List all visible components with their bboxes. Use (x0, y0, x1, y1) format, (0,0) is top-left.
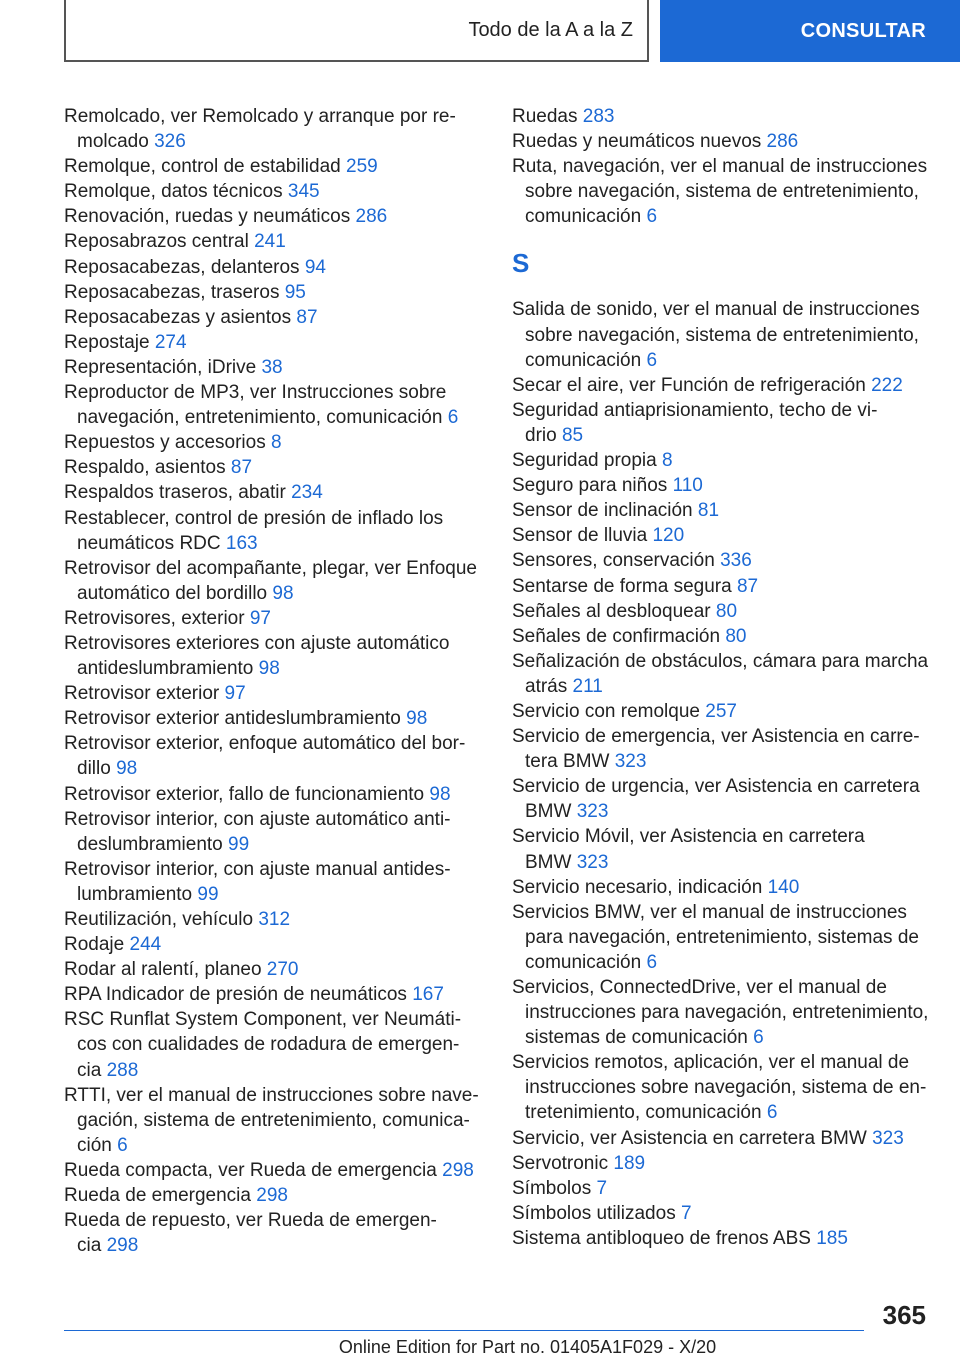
index-page-link[interactable]: 98 (116, 758, 138, 780)
index-entry-text: Reutilización, vehículo (64, 909, 254, 930)
index-page-link[interactable]: 98 (429, 783, 451, 805)
index-page-link[interactable]: 81 (697, 500, 720, 522)
index-entry-text: Representación, iDrive (64, 356, 257, 378)
index-entry-text: Remolque, control de estabilidad (64, 156, 341, 178)
index-entry (64, 1007, 484, 1082)
index-entry-text: Repostaje (64, 331, 150, 353)
index-entry (512, 824, 937, 874)
index-page-link[interactable]: 97 (224, 683, 246, 705)
index-entry (64, 480, 484, 505)
index-entry (64, 104, 484, 154)
index-entry-text: Reproductor de MP3, ver Instrucciones sobre navegación, entretenimiento, comunicación (64, 382, 447, 429)
index-entry (64, 731, 484, 781)
index-entry (64, 907, 484, 932)
index-entry-text: Rueda de repuesto, ver Rueda de emergen- cia (64, 1210, 437, 1257)
index-entry-text: Remolcado, ver Remolcado y arranque por re- molcado (64, 106, 456, 153)
index-page-link[interactable]: 7 (596, 1177, 608, 1199)
index-entry (64, 782, 484, 807)
index-page-link[interactable]: 270 (266, 959, 299, 981)
index-entry (64, 330, 484, 355)
index-entry (512, 624, 937, 649)
index-entry-text: Símbolos utilizados (512, 1202, 676, 1224)
index-entry-text: Rodar al ralentí, planeo (64, 959, 262, 981)
index-entry (64, 1183, 484, 1208)
index-entry-text: Servicio con remolque (512, 700, 700, 722)
index-page-link[interactable]: 163 (225, 532, 258, 554)
index-page-link[interactable]: 85 (561, 424, 584, 446)
index-entry-text: RSC Runflat System Component, ver Neumáti- cos con cualidades de rodadura de emergen- cia (64, 1009, 462, 1081)
index-entry (512, 373, 937, 398)
footer-edition-text: Online Edition for Part no. 01405A1F029 - X/20 (338, 1337, 717, 1357)
index-entry-text: Ruedas (512, 106, 578, 127)
index-entry-text: Servicios BMW, ver el manual de instrucciones para navegación, entretenimiento, sistemas de comunicación (512, 901, 919, 973)
index-page-link[interactable]: 211 (572, 675, 603, 697)
index-page-link[interactable]: 323 (576, 851, 609, 873)
index-entry-text: Señales de confirmación (512, 625, 721, 647)
index-entry-text: Retrovisores exteriores con ajuste automático antideslumbramiento (64, 632, 450, 680)
index-entry (64, 204, 484, 229)
index-entry (512, 975, 937, 1050)
index-column-left (64, 104, 484, 1258)
index-column-right (512, 104, 937, 1251)
index-page-link[interactable]: 259 (346, 156, 378, 178)
index-entry (512, 154, 937, 229)
index-entry-text: Retrovisor exterior, enfoque automático del bor- dillo (64, 733, 466, 780)
index-page-link[interactable]: 244 (129, 934, 162, 956)
index-entry (64, 1158, 484, 1183)
index-page-link[interactable]: 95 (284, 281, 306, 303)
index-entry (64, 681, 484, 706)
index-page-link[interactable]: 6 (117, 1134, 128, 1156)
index-page-link[interactable]: 298 (256, 1185, 288, 1207)
index-entry-text: Sensores, conservación (512, 550, 715, 572)
index-page-link[interactable]: 87 (230, 457, 253, 479)
index-entry-text: Secar el aire, ver Función de refrigeración (512, 374, 866, 396)
index-entry-text: Retrovisor interior, con ajuste automático anti- deslumbramiento (64, 808, 451, 855)
index-entry-text: Retrovisores, exterior (64, 607, 245, 629)
section-letter-s: S (512, 248, 530, 279)
tab-a-to-z-label: Todo de la A a la Z (468, 18, 633, 41)
page-number: 365 (882, 1300, 926, 1330)
index-entry (64, 154, 484, 179)
index-entry-text: Servicios remotos, aplicación, ver el manual de instrucciones sobre navegación, sistema de en- tretenimiento, comunicación (512, 1052, 927, 1124)
index-page-link[interactable]: 167 (412, 984, 444, 1006)
index-page-link[interactable]: 286 (766, 131, 799, 153)
index-entry (512, 1151, 937, 1176)
index-entry (512, 574, 937, 599)
index-page-link[interactable]: 286 (355, 206, 388, 228)
index-page-link[interactable]: 6 (447, 407, 459, 429)
index-entry (512, 724, 937, 774)
index-entry (64, 932, 484, 957)
index-entry (64, 506, 484, 556)
index-entry (64, 857, 484, 907)
index-entry (64, 255, 484, 280)
index-page-link[interactable]: 38 (261, 356, 283, 378)
index-entry-text: Servotronic (512, 1152, 609, 1174)
index-entry-text: Sensor de lluvia (512, 525, 648, 547)
index-group-r (512, 104, 937, 229)
index-entry-text: Rueda compacta, ver Rueda de emergencia (64, 1159, 437, 1181)
index-entry (512, 599, 937, 624)
index-entry-text: Ruedas y neumáticos nuevos (512, 131, 762, 153)
index-page-link[interactable]: 189 (613, 1152, 646, 1174)
index-entry (512, 448, 937, 473)
index-entry-text: Servicio, ver Asistencia en carretera BMW (512, 1127, 867, 1149)
index-page-link[interactable]: 110 (672, 475, 703, 497)
index-entry-text: Reposacabezas, traseros (64, 281, 280, 303)
index-page-link[interactable]: 6 (646, 349, 658, 371)
index-page-link[interactable]: 99 (197, 883, 219, 905)
index-page-link[interactable]: 298 (442, 1159, 474, 1181)
index-entry (512, 1176, 937, 1201)
index-entry-text: Seguro para niños (512, 475, 668, 497)
index-entry-text: Reposacabezas y asientos (64, 306, 292, 328)
index-page-link[interactable]: 345 (287, 181, 320, 203)
index-entry-text: Sentarse de forma segura (512, 575, 732, 597)
index-page-link[interactable]: 185 (816, 1227, 848, 1249)
index-entry (64, 556, 484, 606)
index-entry-text: Retrovisor exterior, fallo de funcionamiento (64, 783, 425, 805)
index-entry (512, 523, 937, 548)
index-page-link[interactable]: 222 (871, 374, 903, 396)
index-entry (512, 900, 937, 975)
index-entry-text: Señales al desbloquear (512, 600, 711, 622)
index-page-link[interactable]: 298 (106, 1235, 139, 1257)
index-page-link[interactable]: 234 (291, 482, 323, 504)
index-entry-text: RTTI, ver el manual de instrucciones sobre nave- gación, sistema de entretenimiento, comunica- ción (64, 1084, 479, 1156)
index-page-link[interactable]: 98 (258, 658, 280, 680)
index-page-link[interactable]: 323 (614, 751, 647, 773)
index-entry (512, 1050, 937, 1125)
index-entry (64, 631, 484, 681)
index-entry-text: Retrovisor del acompañante, plegar, ver Enfoque automático del bordillo (64, 557, 477, 604)
index-page-link[interactable]: 80 (725, 625, 747, 647)
index-entry-text: Ruta, navegación, ver el manual de instrucciones sobre navegación, sistema de entretenimiento, comunicación (512, 156, 928, 228)
index-page-link[interactable]: 120 (652, 525, 685, 547)
index-entry (64, 706, 484, 731)
index-entry (64, 380, 484, 430)
index-page-link[interactable]: 8 (271, 432, 282, 454)
index-entry (512, 473, 937, 498)
index-entry-text: Servicio Móvil, ver Asistencia en carretera BMW (512, 826, 865, 873)
index-entry (64, 807, 484, 857)
index-page-link[interactable]: 80 (715, 600, 738, 622)
index-page-link[interactable]: 283 (582, 106, 615, 127)
index-entry (512, 398, 937, 448)
footer-divider (64, 1330, 864, 1331)
index-entry (64, 229, 484, 254)
index-entry (512, 1226, 937, 1251)
index-page-link[interactable]: 6 (646, 206, 658, 228)
index-page-link[interactable]: 323 (576, 801, 609, 823)
index-entry (512, 875, 937, 900)
index-page-link[interactable]: 8 (662, 450, 673, 472)
index-page-link[interactable]: 6 (766, 1102, 778, 1124)
index-entry (64, 355, 484, 380)
index-entry-text: Símbolos (512, 1177, 592, 1199)
index-entry-text: Remolque, datos técnicos (64, 181, 283, 203)
index-entry-text: Servicios, ConnectedDrive, ver el manual de instrucciones para navegación, entretenimiento, sistemas de comunicación (512, 977, 929, 1049)
index-entry (64, 280, 484, 305)
index-entry (512, 1126, 937, 1151)
tab-a-to-z[interactable] (64, 0, 649, 62)
index-page-link[interactable]: 6 (646, 951, 658, 973)
index-entry (64, 606, 484, 631)
index-page-link[interactable]: 87 (296, 306, 318, 328)
index-entry (512, 104, 937, 129)
index-entry (512, 1201, 937, 1226)
index-page-link[interactable]: 97 (249, 607, 271, 629)
tab-consult-label: CONSULTAR (800, 19, 926, 42)
index-entry-text: Señalización de obstáculos, cámara para marcha atrás (512, 650, 929, 697)
index-entry-text: Reposabrazos central (64, 231, 249, 253)
index-page-link[interactable]: 87 (736, 575, 759, 597)
index-entry-text: Retrovisor exterior (64, 683, 220, 705)
index-page-link[interactable]: 140 (767, 876, 800, 898)
index-entry-text: Seguridad antiaprisionamiento, techo de vi- drio (512, 399, 878, 446)
index-entry (512, 649, 937, 699)
index-group-s (512, 297, 937, 1251)
index-entry-text: Servicio necesario, indicación (512, 876, 763, 898)
index-entry-text: Servicio de emergencia, ver Asistencia en carre- tera BMW (512, 726, 920, 773)
index-entry (64, 982, 484, 1007)
index-entry (512, 699, 937, 724)
index-entry-text: Retrovisor exterior antideslumbramiento (64, 708, 401, 730)
index-entry (64, 430, 484, 455)
index-page-link[interactable]: 257 (705, 700, 737, 722)
index-entry-text: Renovación, ruedas y neumáticos (64, 206, 351, 228)
index-entry (512, 129, 937, 154)
index-entry (64, 455, 484, 480)
index-entry-text: Respaldo, asientos (64, 457, 226, 479)
index-entry-text: Sensor de inclinación (512, 500, 693, 522)
index-page-link[interactable]: 274 (154, 331, 187, 353)
tab-consult[interactable] (660, 0, 960, 62)
index-entry-text: Rueda de emergencia (64, 1185, 251, 1207)
index-entry (512, 548, 937, 573)
index-page-link[interactable]: 7 (680, 1202, 692, 1224)
index-entry-text: RPA Indicador de presión de neumáticos (64, 984, 407, 1006)
index-entry (64, 957, 484, 982)
index-entry-text: Retrovisor interior, con ajuste manual antides- lumbramiento (64, 858, 451, 905)
index-page-link[interactable]: 98 (406, 708, 428, 730)
index-entry (64, 179, 484, 204)
index-page-link[interactable]: 98 (272, 582, 294, 604)
index-entry-text: Seguridad propia (512, 450, 657, 472)
index-page-link[interactable]: 323 (872, 1127, 904, 1149)
index-page-link[interactable]: 99 (228, 833, 250, 855)
index-page-link[interactable]: 241 (254, 231, 286, 253)
index-entry-text: Reposacabezas, delanteros (64, 256, 300, 278)
index-entry-text: Rodaje (64, 934, 125, 956)
index-entry (64, 1083, 484, 1158)
index-page-link[interactable]: 326 (154, 131, 186, 153)
index-entry (512, 498, 937, 523)
index-entry (64, 1208, 484, 1258)
index-entry (512, 774, 937, 824)
index-entry-text: Repuestos y accesorios (64, 432, 266, 454)
index-entry (64, 305, 484, 330)
index-entry-text: Respaldos traseros, abatir (64, 482, 286, 504)
index-entry-text: Salida de sonido, ver el manual de instrucciones sobre navegación, sistema de entretenimiento, comunicación (512, 299, 920, 371)
index-page-link[interactable]: 94 (304, 256, 326, 278)
index-entry (512, 297, 937, 372)
index-entry-text: Restablecer, control de presión de inflado los neumáticos RDC (64, 507, 444, 554)
index-page-link[interactable]: 336 (720, 550, 752, 572)
index-entry-text: Sistema antibloqueo de frenos ABS (512, 1227, 811, 1249)
index-entry-text: Servicio de urgencia, ver Asistencia en carretera BMW (512, 776, 920, 823)
index-page-link[interactable]: 312 (258, 909, 291, 930)
index-page-link[interactable]: 288 (106, 1059, 139, 1081)
index-page-link[interactable]: 6 (753, 1027, 764, 1049)
